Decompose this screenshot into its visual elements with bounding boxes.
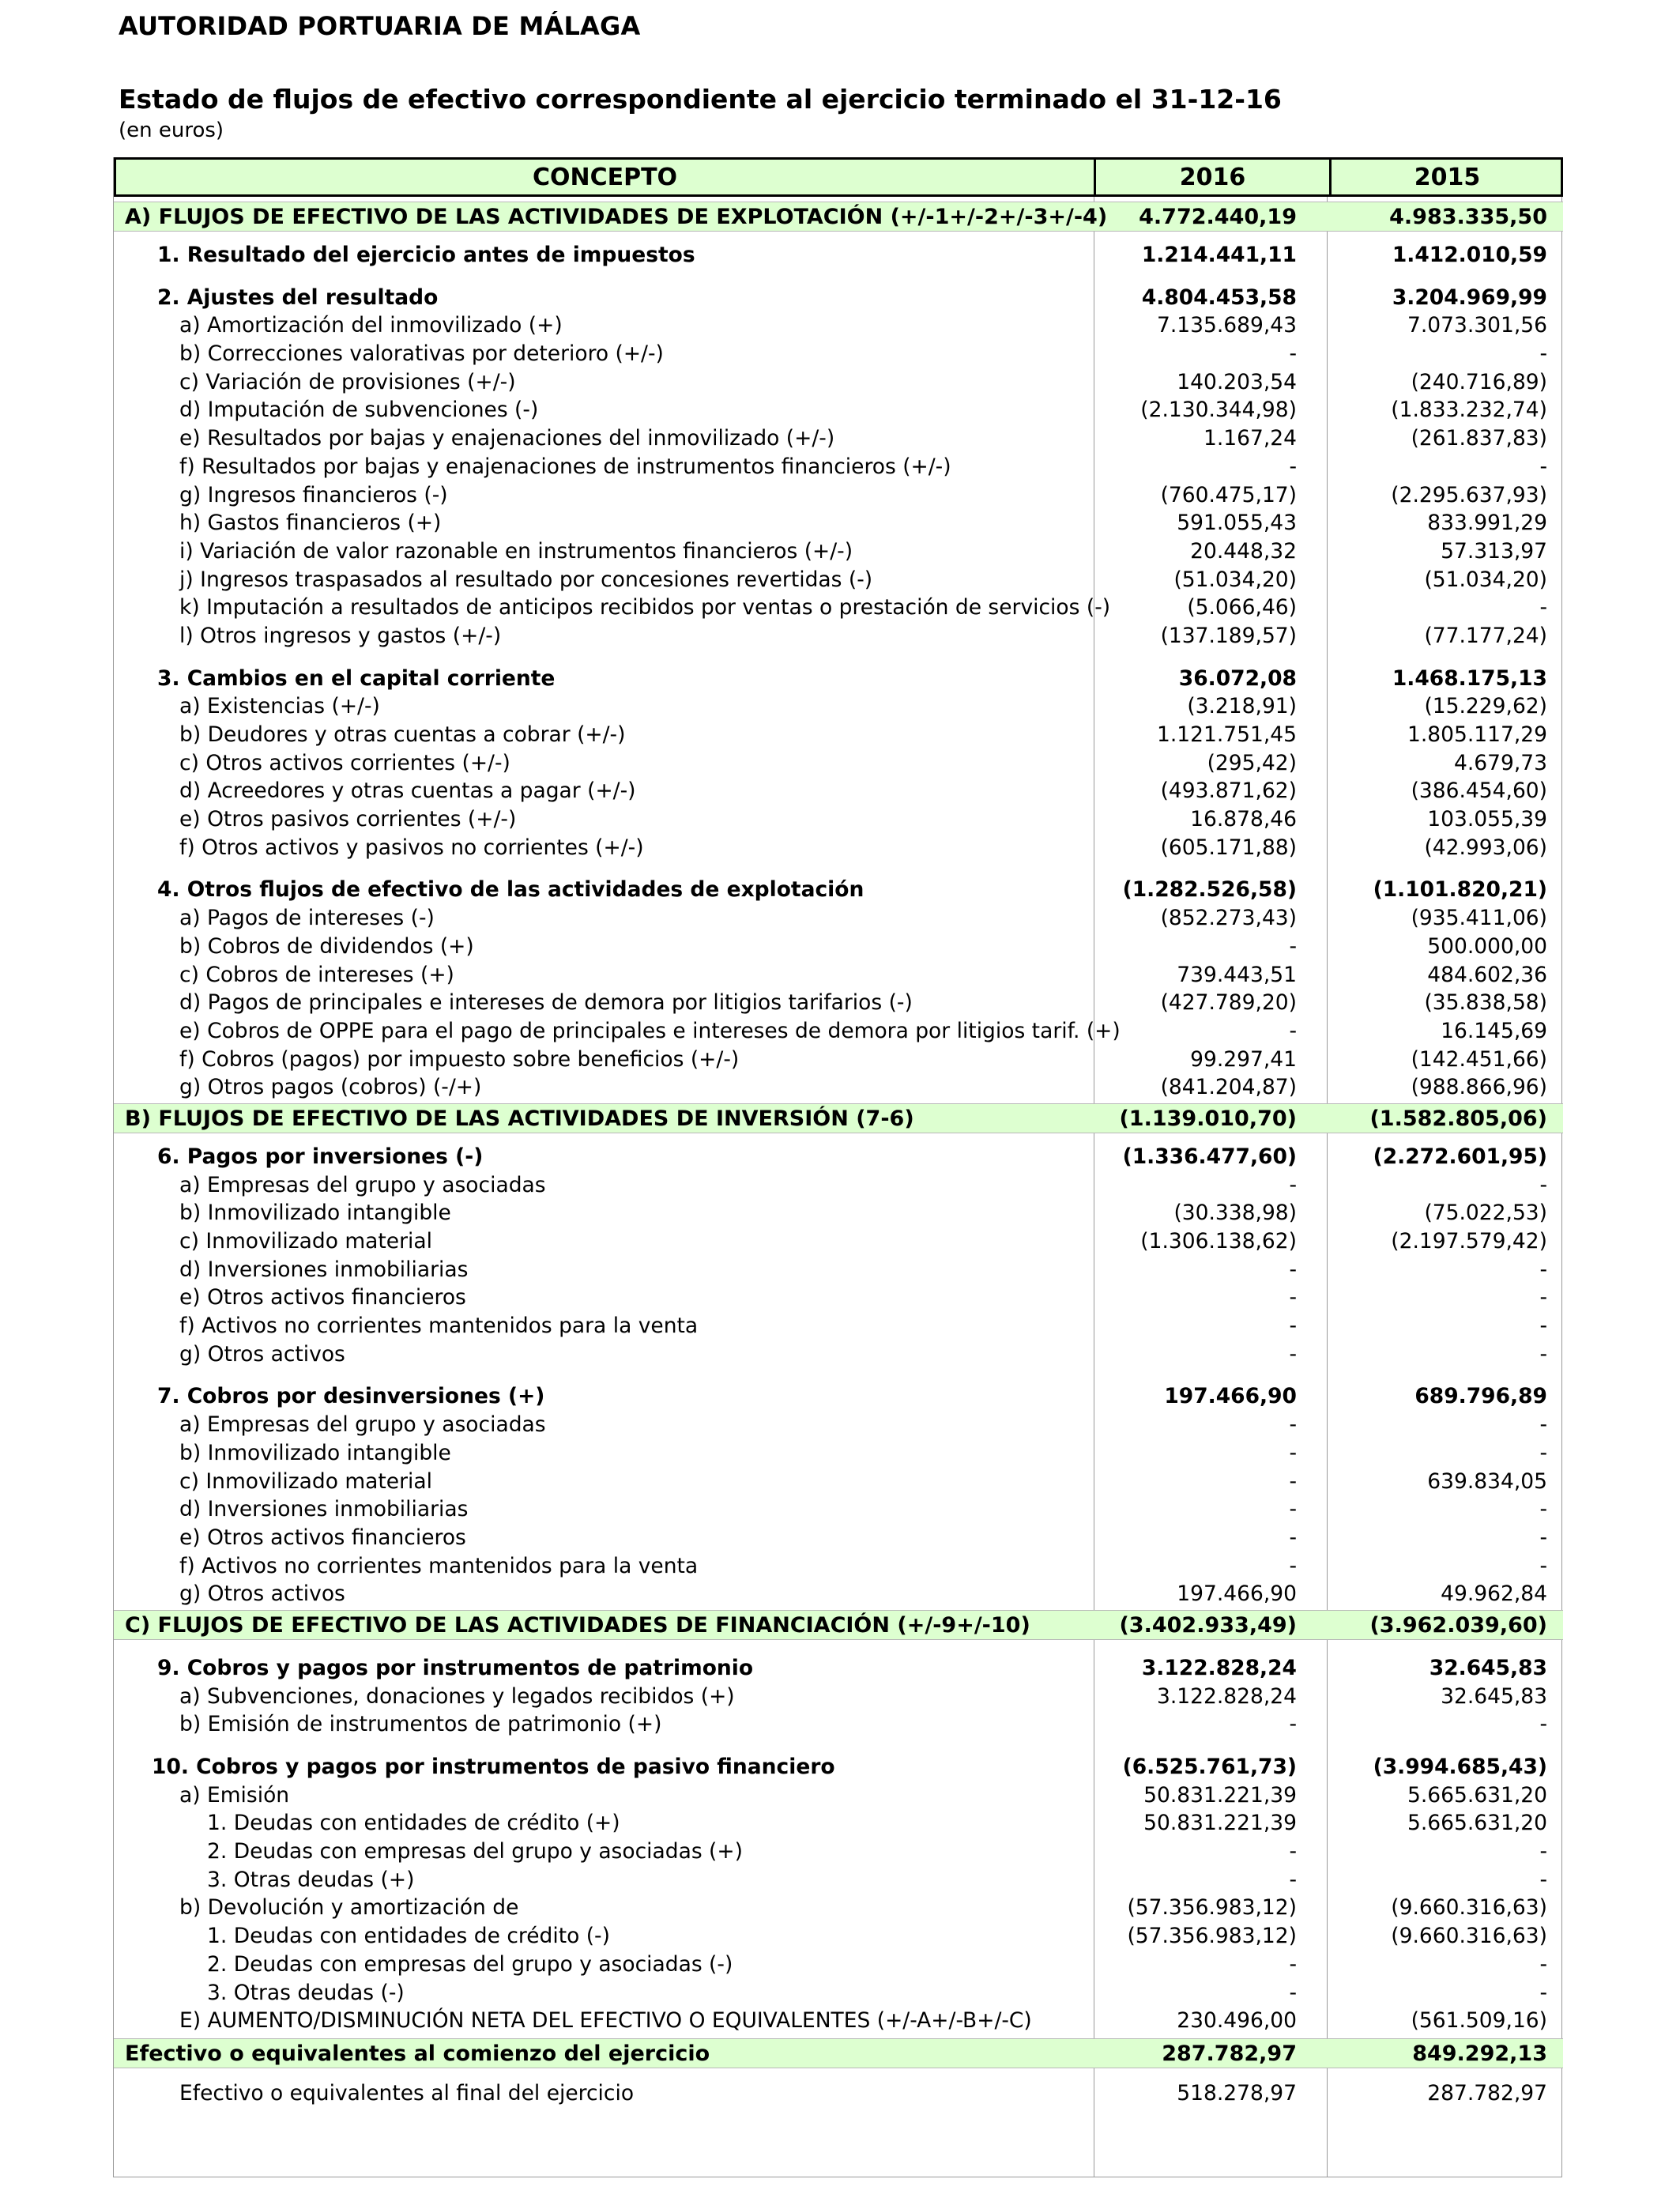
value-2016: -: [1289, 1285, 1297, 1310]
value-2016: (493.871,62): [1160, 778, 1297, 804]
value-2015: -: [1539, 1951, 1547, 1977]
value-2015: 7.073.301,56: [1407, 313, 1547, 338]
row-label: 4. Otros flujos de efectivo de las actividades de explotación: [157, 877, 864, 903]
row-label: d) Imputación de subvenciones (-): [179, 398, 539, 423]
value-2015: (561.509,16): [1411, 2008, 1547, 2034]
value-2015: (42.993,06): [1424, 835, 1547, 860]
table-row: [114, 594, 1563, 622]
table-row: [114, 311, 1563, 340]
value-2015: -: [1539, 1553, 1547, 1578]
row-label: b) Emisión de instrumentos de patrimonio (+): [179, 1712, 662, 1737]
value-2015: (51.034,20): [1424, 567, 1547, 592]
column-header-2016: 2016: [1094, 160, 1329, 194]
section-row: [114, 1610, 1563, 1640]
row-label: 6. Pagos por inversiones (-): [157, 1144, 484, 1169]
value-2016: (57.356.983,12): [1127, 1895, 1297, 1921]
value-2015: 4.679,73: [1453, 750, 1547, 775]
row-label: e) Otros activos financieros: [179, 1285, 466, 1310]
value-2015: 689.796,89: [1414, 1384, 1547, 1409]
table-row: [114, 368, 1563, 397]
value-2016: 20.448,32: [1190, 538, 1297, 564]
value-2016: -: [1289, 1468, 1297, 1494]
value-2016: 230.496,00: [1177, 2008, 1297, 2034]
value-2015: -: [1539, 1712, 1547, 1737]
value-2015: -: [1539, 1440, 1547, 1465]
row-label: B) FLUJOS DE EFECTIVO DE LAS ACTIVIDADES DE INVERSIÓN (7-6): [125, 1106, 914, 1131]
value-2015: (2.197.579,42): [1391, 1229, 1547, 1253]
table-row: [114, 1710, 1563, 1739]
table-row: [114, 1171, 1563, 1200]
row-label: 2. Deudas con empresas del grupo y asociadas (-): [207, 1951, 733, 1977]
value-2015: 287.782,97: [1427, 2080, 1547, 2105]
value-2016: (57.356.983,12): [1127, 1924, 1297, 1949]
value-2016: -: [1289, 1257, 1297, 1282]
value-2015: (261.837,83): [1411, 426, 1547, 451]
value-2015: 484.602,36: [1427, 962, 1547, 987]
table-row: [114, 1284, 1563, 1312]
row-label: b) Cobros de dividendos (+): [179, 933, 474, 959]
value-2015: (2.295.637,93): [1391, 482, 1547, 507]
value-2015: (9.660.316,63): [1391, 1895, 1547, 1921]
row-label: 1. Deudas con entidades de crédito (-): [207, 1924, 610, 1949]
value-2016: 197.466,90: [1177, 1581, 1297, 1607]
value-2016: -: [1289, 1497, 1297, 1522]
table-row: [114, 933, 1563, 961]
value-2016: -: [1289, 1839, 1297, 1864]
value-2016: (1.306.138,62): [1140, 1229, 1297, 1253]
row-label: 3. Otras deudas (-): [207, 1980, 405, 2005]
row-label: j) Ingresos traspasados al resultado por concesiones revertidas (-): [179, 567, 873, 592]
value-2015: (2.272.601,95): [1373, 1144, 1547, 1169]
value-2015: (1.833.232,74): [1391, 398, 1547, 423]
value-2015: (35.838,58): [1424, 990, 1547, 1016]
value-2016: -: [1289, 1712, 1297, 1737]
value-2016: (1.336.477,60): [1122, 1144, 1297, 1169]
value-2016: (30.338,98): [1173, 1201, 1297, 1226]
table-row: [114, 1809, 1563, 1838]
row-label: d) Inversiones inmobiliarias: [179, 1257, 469, 1282]
table-row: [114, 749, 1563, 778]
value-2015: 500.000,00: [1427, 933, 1547, 959]
value-2015: 49.962,84: [1441, 1581, 1547, 1607]
value-2016: 287.782,97: [1162, 2041, 1297, 2066]
value-2015: (935.411,06): [1411, 906, 1547, 931]
value-2016: (295,42): [1207, 750, 1297, 775]
table-row: [114, 1524, 1563, 1552]
value-2015: (75.022,53): [1424, 1201, 1547, 1226]
table-row: [114, 1046, 1563, 1074]
value-2015: -: [1539, 1497, 1547, 1522]
value-2016: -: [1289, 1172, 1297, 1197]
row-label: a) Existencias (+/-): [179, 694, 380, 719]
row-label: d) Inversiones inmobiliarias: [179, 1497, 469, 1522]
row-label: g) Otros activos: [179, 1581, 345, 1607]
value-2015: 16.145,69: [1441, 1018, 1547, 1043]
value-2015: -: [1539, 1525, 1547, 1550]
value-2015: -: [1539, 1257, 1547, 1282]
table-row: [114, 396, 1563, 424]
table-row: [114, 481, 1563, 510]
value-2016: (1.139.010,70): [1119, 1106, 1297, 1131]
value-2015: -: [1539, 595, 1547, 620]
value-2016: (852.273,43): [1160, 906, 1297, 931]
value-2016: (6.525.761,73): [1122, 1755, 1297, 1779]
table-row: [114, 1654, 1563, 1683]
value-2016: -: [1289, 1951, 1297, 1977]
table-row: [114, 1143, 1563, 1171]
table-row: [114, 1340, 1563, 1369]
row-label: A) FLUJOS DE EFECTIVO DE LAS ACTIVIDADES DE EXPLOTACIÓN (+/-1+/-2+/-3+/-4): [125, 205, 1108, 229]
value-2015: 103.055,39: [1427, 807, 1547, 832]
table-row: [114, 805, 1563, 834]
table-row: [114, 777, 1563, 805]
row-label: b) Correcciones valorativas por deterioro (+/-): [179, 341, 664, 367]
row-label: c) Variación de provisiones (+/-): [179, 369, 516, 394]
value-2016: 36.072,08: [1178, 665, 1297, 691]
table-row: [114, 1495, 1563, 1524]
row-label: d) Pagos de principales e intereses de demora por litigios tarifarios (-): [179, 990, 913, 1016]
table-row: [114, 2079, 1563, 2108]
row-label: f) Cobros (pagos) por impuesto sobre beneficios (+/-): [179, 1046, 740, 1072]
row-label: c) Otros activos corrientes (+/-): [179, 750, 510, 775]
value-2016: (137.189,57): [1160, 623, 1297, 648]
value-2015: (3.962.039,60): [1369, 1612, 1547, 1638]
row-label: b) Inmovilizado intangible: [179, 1440, 451, 1465]
table-row: [114, 961, 1563, 990]
row-label: b) Deudores y otras cuentas a cobrar (+/-): [179, 722, 626, 747]
section-row: [114, 1103, 1563, 1133]
table-row: [114, 721, 1563, 749]
value-2015: 4.983.335,50: [1389, 205, 1547, 229]
value-2015: (1.582.805,06): [1369, 1106, 1547, 1131]
value-2016: (760.475,17): [1160, 482, 1297, 507]
value-2016: 140.203,54: [1177, 369, 1297, 394]
value-2016: 1.214.441,11: [1141, 243, 1297, 267]
table-row: [114, 876, 1563, 904]
value-2015: (9.660.316,63): [1391, 1924, 1547, 1949]
value-2016: 4.804.453,58: [1141, 285, 1297, 310]
value-2016: (5.066,46): [1187, 595, 1297, 620]
value-2015: 3.204.969,99: [1392, 285, 1547, 310]
table-row: [114, 1256, 1563, 1284]
value-2016: 16.878,46: [1190, 807, 1297, 832]
table-row: [114, 453, 1563, 481]
value-2016: -: [1289, 933, 1297, 959]
value-2015: (142.451,66): [1411, 1046, 1547, 1072]
row-label: 1. Deudas con entidades de crédito (+): [207, 1811, 620, 1836]
row-label: i) Variación de valor razonable en instrumentos financieros (+/-): [179, 538, 853, 564]
table-row: [114, 1411, 1563, 1439]
row-label: a) Empresas del grupo y asociadas: [179, 1172, 546, 1197]
row-label: a) Emisión: [179, 1782, 290, 1808]
row-label: e) Otros pasivos corrientes (+/-): [179, 807, 517, 832]
row-label: b) Inmovilizado intangible: [179, 1201, 451, 1226]
row-label: b) Devolución y amortización de: [179, 1895, 519, 1921]
value-2015: -: [1539, 1839, 1547, 1864]
page-title: Estado de flujos de efectivo correspondiente al ejercicio terminado el 31-12-16: [119, 84, 1282, 115]
value-2015: 849.292,13: [1412, 2041, 1547, 2066]
row-label: C) FLUJOS DE EFECTIVO DE LAS ACTIVIDADES DE FINANCIACIÓN (+/-9+/-10): [125, 1612, 1030, 1638]
table-row: [114, 509, 1563, 537]
table-row: [114, 1838, 1563, 1866]
row-label: 10. Cobros y pagos por instrumentos de pasivo financiero: [152, 1755, 835, 1779]
table-row: [114, 834, 1563, 862]
row-label: a) Subvenciones, donaciones y legados recibidos (+): [179, 1683, 735, 1709]
row-label: h) Gastos financieros (+): [179, 511, 442, 536]
value-2016: 7.135.689,43: [1156, 313, 1297, 338]
value-2016: -: [1289, 1525, 1297, 1550]
table-row: [114, 1382, 1563, 1411]
value-2016: 1.121.751,45: [1156, 722, 1297, 747]
value-2016: 99.297,41: [1190, 1046, 1297, 1072]
table-row: [114, 1580, 1563, 1608]
value-2015: -: [1539, 1314, 1547, 1339]
section-row: [114, 2038, 1563, 2068]
value-2016: (605.171,88): [1160, 835, 1297, 860]
table-row: [114, 1073, 1563, 1102]
row-label: a) Empresas del grupo y asociadas: [179, 1412, 546, 1438]
cash-flow-table: [113, 157, 1562, 2177]
value-2015: -: [1539, 1172, 1547, 1197]
table-row: [114, 1894, 1563, 1922]
value-2016: (841.204,87): [1160, 1075, 1297, 1100]
column-header-concepto: CONCEPTO: [532, 164, 678, 191]
table-row: [114, 1922, 1563, 1951]
row-label: c) Cobros de intereses (+): [179, 962, 454, 987]
table-row: [114, 1951, 1563, 1979]
table-row: [114, 1468, 1563, 1496]
row-label: 3. Otras deudas (+): [207, 1867, 415, 1892]
value-2015: -: [1539, 341, 1547, 367]
value-2016: -: [1289, 1867, 1297, 1892]
table-row: [114, 2007, 1563, 2035]
value-2015: 1.412.010,59: [1392, 243, 1547, 267]
row-label: 7. Cobros por desinversiones (+): [157, 1384, 545, 1409]
table-row: [114, 665, 1563, 693]
value-2015: 5.665.631,20: [1407, 1811, 1547, 1836]
row-label: e) Cobros de OPPE para el pago de principales e intereses de demora por litigios tarif. (+): [179, 1018, 1121, 1043]
table-row: [114, 1683, 1563, 1711]
value-2015: (3.994.685,43): [1373, 1755, 1547, 1779]
value-2016: -: [1289, 1018, 1297, 1043]
table-row: [114, 1866, 1563, 1894]
row-label: f) Resultados por bajas y enajenaciones de instrumentos financieros (+/-): [179, 454, 951, 479]
table-row: [114, 284, 1563, 312]
table-row: [114, 692, 1563, 721]
value-2016: 739.443,51: [1177, 962, 1297, 987]
value-2015: 639.834,05: [1427, 1468, 1547, 1494]
table-row: [114, 566, 1563, 594]
table-row: [114, 1439, 1563, 1468]
value-2016: (3.402.933,49): [1119, 1612, 1297, 1638]
row-label: 3. Cambios en el capital corriente: [157, 665, 556, 691]
row-label: f) Activos no corrientes mantenidos para la venta: [179, 1314, 699, 1339]
value-2015: 32.645,83: [1441, 1683, 1547, 1709]
value-2016: -: [1289, 1412, 1297, 1438]
value-2016: (3.218,91): [1187, 694, 1297, 719]
row-label: 2. Deudas con empresas del grupo y asociadas (+): [207, 1839, 743, 1864]
value-2015: -: [1539, 1867, 1547, 1892]
value-2016: 50.831.221,39: [1143, 1782, 1297, 1808]
row-label: c) Inmovilizado material: [179, 1468, 432, 1494]
section-row: [114, 202, 1563, 232]
table-row: [114, 1017, 1563, 1046]
row-label: 1. Resultado del ejercicio antes de impuestos: [157, 243, 695, 267]
page-subtitle: (en euros): [119, 119, 224, 142]
row-label: g) Otros activos: [179, 1341, 345, 1367]
value-2015: (386.454,60): [1411, 778, 1547, 804]
row-label: g) Ingresos financieros (-): [179, 482, 448, 507]
value-2015: 57.313,97: [1441, 538, 1547, 564]
value-2015: 5.665.631,20: [1407, 1782, 1547, 1808]
value-2016: (427.789,20): [1160, 990, 1297, 1016]
row-label: 2. Ajustes del resultado: [157, 285, 439, 310]
table-row: [114, 989, 1563, 1017]
value-2015: 32.645,83: [1429, 1655, 1547, 1680]
value-2015: 1.805.117,29: [1407, 722, 1547, 747]
value-2016: (1.282.526,58): [1122, 877, 1297, 903]
value-2016: 3.122.828,24: [1156, 1683, 1297, 1709]
row-label: c) Inmovilizado material: [179, 1229, 432, 1253]
value-2016: 3.122.828,24: [1141, 1655, 1297, 1680]
value-2016: (2.130.344,98): [1140, 398, 1297, 423]
column-header-2015: 2015: [1329, 160, 1563, 194]
value-2015: 833.991,29: [1427, 511, 1547, 536]
table-row: [114, 622, 1563, 650]
value-2015: -: [1539, 1412, 1547, 1438]
row-label: f) Activos no corrientes mantenidos para la venta: [179, 1553, 699, 1578]
table-row: [114, 424, 1563, 453]
value-2016: -: [1289, 1553, 1297, 1578]
value-2015: 1.468.175,13: [1392, 665, 1547, 691]
value-2016: -: [1289, 1440, 1297, 1465]
value-2016: (51.034,20): [1173, 567, 1297, 592]
table-header: [114, 157, 1563, 197]
table-row: [114, 1979, 1563, 2007]
row-label: k) Imputación a resultados de anticipos recibidos por ventas o prestación de servicios (-): [179, 595, 1111, 620]
value-2015: (988.866,96): [1411, 1075, 1547, 1100]
row-label: d) Acreedores y otras cuentas a pagar (+/-): [179, 778, 636, 804]
value-2015: -: [1539, 1285, 1547, 1310]
row-label: a) Amortización del inmovilizado (+): [179, 313, 563, 338]
row-label: e) Otros activos financieros: [179, 1525, 466, 1550]
value-2015: (1.101.820,21): [1373, 877, 1547, 903]
organization-name: AUTORIDAD PORTUARIA DE MÁLAGA: [119, 11, 641, 41]
value-2016: 4.772.440,19: [1139, 205, 1297, 229]
row-label: a) Pagos de intereses (-): [179, 906, 435, 931]
table-row: [114, 1753, 1563, 1781]
row-label: l) Otros ingresos y gastos (+/-): [179, 623, 502, 648]
table-row: [114, 241, 1563, 270]
table-row: [114, 1312, 1563, 1340]
value-2016: -: [1289, 1314, 1297, 1339]
value-2016: -: [1289, 1980, 1297, 2005]
value-2016: 591.055,43: [1177, 511, 1297, 536]
value-2015: (240.716,89): [1411, 369, 1547, 394]
table-row: [114, 1199, 1563, 1227]
row-label: Efectivo o equivalentes al final del ejercicio: [179, 2080, 635, 2105]
table-body: [114, 197, 1563, 2108]
value-2015: (77.177,24): [1424, 623, 1547, 648]
row-label: Efectivo o equivalentes al comienzo del ejercicio: [125, 2041, 710, 2066]
value-2016: -: [1289, 1341, 1297, 1367]
value-2016: -: [1289, 341, 1297, 367]
value-2015: -: [1539, 1980, 1547, 2005]
value-2016: 518.278,97: [1177, 2080, 1297, 2105]
row-label: g) Otros pagos (cobros) (-/+): [179, 1075, 482, 1100]
row-label: 9. Cobros y pagos por instrumentos de patrimonio: [157, 1655, 754, 1680]
table-row: [114, 904, 1563, 933]
value-2015: -: [1539, 1341, 1547, 1367]
value-2016: 197.466,90: [1164, 1384, 1297, 1409]
row-label: f) Otros activos y pasivos no corrientes (+/-): [179, 835, 644, 860]
table-row: [114, 340, 1563, 368]
table-row: [114, 1781, 1563, 1810]
table-row: [114, 1552, 1563, 1581]
table-row: [114, 1227, 1563, 1256]
value-2016: -: [1289, 454, 1297, 479]
row-label: e) Resultados por bajas y enajenaciones del inmovilizado (+/-): [179, 426, 835, 451]
row-label: E) AUMENTO/DISMINUCIÓN NETA DEL EFECTIVO O EQUIVALENTES (+/-A+/-B+/-C): [179, 2008, 1032, 2034]
value-2016: 1.167,24: [1203, 426, 1297, 451]
value-2016: 50.831.221,39: [1143, 1811, 1297, 1836]
value-2015: -: [1539, 454, 1547, 479]
table-row: [114, 537, 1563, 566]
value-2015: (15.229,62): [1424, 694, 1547, 719]
